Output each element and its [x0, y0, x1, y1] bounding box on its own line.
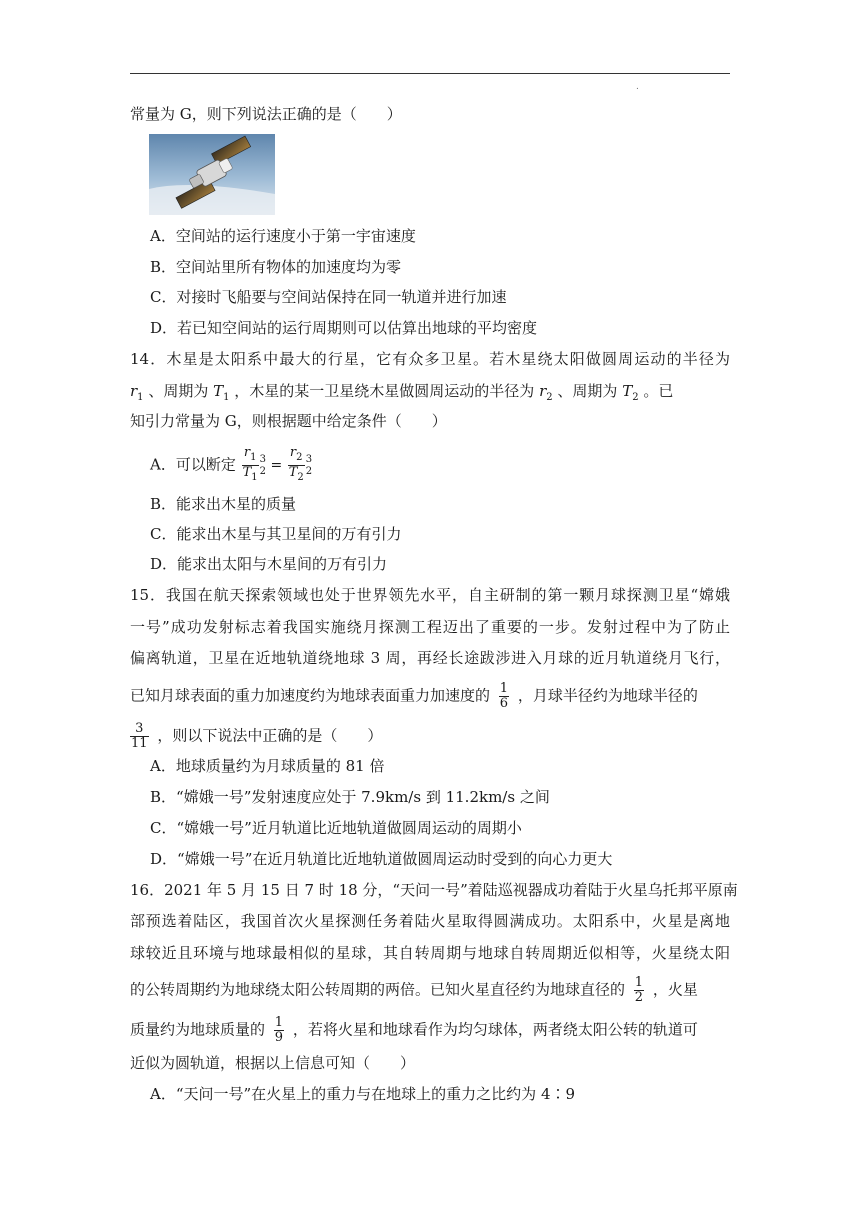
- fraction-one-sixth: $\frac{1}{6}$: [499, 681, 509, 711]
- q15-option-a: A．地球质量约为月球质量的 81 倍: [150, 757, 385, 775]
- q14-option-a: A．可以断定 $\frac{r_1}{T_1}$ 3 2 = $\frac{r_2}{T_2}$ 3 2: [150, 445, 313, 483]
- header-rule: [130, 73, 730, 74]
- q13-option-b: B．空间站里所有物体的加速度均为零: [150, 258, 402, 276]
- q16-option-a: A．“天问一号”在火星上的重力与在地球上的重力之比约为 4∶9: [150, 1085, 576, 1103]
- q14-option-c: C．能求出木星与其卫星间的万有引力: [150, 525, 402, 543]
- fraction-three-elevenths: $\frac{3}{11}$: [131, 721, 148, 751]
- q15-line-1: 15．我国在航天探索领域也处于世界领先水平，自主研制的第一颗月球探测卫星“嫦娥: [130, 586, 730, 604]
- q15-line-3: 偏离轨道，卫星在近地轨道绕地球 3 周，再经长途跋涉进入月球的近月轨道绕月飞行，: [130, 649, 730, 667]
- q16-line-4: 的公转周期约为地球绕太阳公转周期的两倍。已知火星直径约为地球直径的 $\frac{1}{2}$ ，火星: [130, 975, 698, 1005]
- q13-option-a: A．空间站的运行速度小于第一宇宙速度: [150, 227, 416, 245]
- q14-line-2: $r_1$ 、周期为 $T_1$ ，木星的某一卫星绕木星做圆周运动的半径为 $r_2$ 、周期为 $T_2$ 。已: [130, 382, 674, 403]
- q16-line-6: 近似为圆轨道，根据以上信息可知（ ）: [130, 1054, 416, 1072]
- q13-stem-tail: 常量为 G，则下列说法正确的是（ ）: [130, 105, 402, 123]
- q15-option-b: B．“嫦娥一号”发射速度应处于 7.9km/s 到 11.2km/s 之间: [150, 788, 550, 806]
- q16-line-5: 质量约为地球质量的 $\frac{1}{9}$ ，若将火星和地球看作为均匀球体，两者绕太阳公转的轨道可: [130, 1015, 698, 1045]
- q15-line-5: $\frac{3}{11}$ ，则以下说法中正确的是（ ）: [131, 721, 383, 751]
- q15-option-c: C．“嫦娥一号”近月轨道比近地轨道做圆周运动的周期小: [150, 819, 522, 837]
- q14-option-b: B．能求出木星的质量: [150, 495, 297, 513]
- q13-option-d: D．若已知空间站的运行周期则可以估算出地球的平均密度: [150, 319, 538, 337]
- header-dot: .: [636, 82, 639, 92]
- q13-option-c: C．对接时飞船要与空间站保持在同一轨道并进行加速: [150, 288, 507, 306]
- q16-line-2: 部预选着陆区，我国首次火星探测任务着陆火星取得圆满成功。太阳系中，火星是离地: [130, 912, 730, 930]
- q14-formula: $\frac{r_1}{T_1}$ 3 2 = $\frac{r_2}{T_2}$ 3 2: [242, 445, 313, 483]
- q16-line-1: 16．2021 年 5 月 15 日 7 时 18 分，“天问一号”着陆巡视器成功着陆于火星乌托邦平原南: [130, 881, 738, 899]
- q14-line-3: 知引力常量为 G，则根据题中给定条件（ ）: [130, 412, 447, 430]
- q15-line-4: 已知月球表面的重力加速度约为地球表面重力加速度的 $\frac{1}{6}$ ，月球半径约为地球半径的: [130, 681, 698, 711]
- q14-line-1: 14．木星是太阳系中最大的行星，它有众多卫星。若木星绕太阳做圆周运动的半径为: [130, 350, 730, 368]
- fraction-one-ninth: $\frac{1}{9}$: [274, 1015, 284, 1045]
- q15-option-d: D．“嫦娥一号”在近月轨道比近地轨道做圆周运动时受到的向心力更大: [150, 850, 613, 868]
- q15-line-2: 一号”成功发射标志着我国实施绕月探测工程迈出了重要的一步。发射过程中为了防止: [130, 618, 730, 636]
- q14-option-d: D．能求出太阳与木星间的万有引力: [150, 555, 388, 573]
- space-station-image: [149, 134, 275, 215]
- fraction-one-half: $\frac{1}{2}$: [634, 975, 644, 1005]
- q16-line-3: 球较近且环境与地球最相似的星球，其自转周期与地球自转周期近似相等，火星绕太阳: [130, 944, 730, 962]
